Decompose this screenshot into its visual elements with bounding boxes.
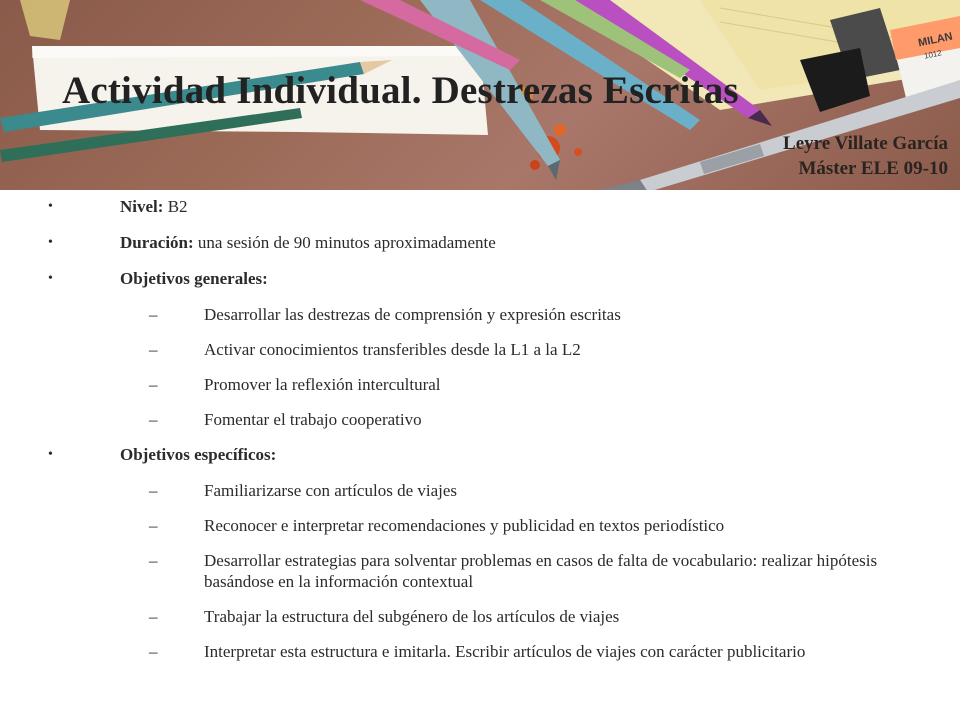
list-item xyxy=(0,374,960,395)
bullet-mark: • xyxy=(48,199,53,214)
especificos-item-text: Desarrollar estrategias para solventar problemas en casos de falta de vocabulario: realizar hipótesis basándose en la información contextual xyxy=(204,551,878,591)
dash-mark: – xyxy=(149,551,158,570)
especificos-item-text: Familiarizarse con artículos de viajes xyxy=(204,481,458,500)
generales-item-text: Desarrollar las destrezas de comprensión y expresión escritas xyxy=(204,305,621,324)
list-item xyxy=(0,606,960,627)
dash-mark: – xyxy=(149,340,158,359)
generales-item-text: Promover la reflexión intercultural xyxy=(204,375,441,394)
author-block xyxy=(783,131,948,181)
dash-mark: – xyxy=(149,481,158,500)
dash-mark: – xyxy=(149,305,158,324)
dash-mark: – xyxy=(149,642,158,661)
list-item xyxy=(0,339,960,360)
list-item xyxy=(0,480,960,501)
nivel-label: Nivel: xyxy=(120,197,164,216)
especificos-item-text: Reconocer e interpretar recomendaciones y publicidad en textos periodístico xyxy=(204,516,725,535)
especificos-item-text: Interpretar esta estructura e imitarla. Escribir artículos de viajes con carácter publicitario xyxy=(204,642,806,661)
list-item xyxy=(0,550,960,592)
eraser-brand-text: MILAN xyxy=(917,30,954,50)
page-title: Actividad Individual. Destrezas Escritas xyxy=(62,69,739,112)
bullet-mark: • xyxy=(48,447,53,462)
bullet-mark: • xyxy=(48,235,53,250)
author-name: Leyre Villate García xyxy=(783,133,948,154)
bullet-duracion xyxy=(0,232,960,253)
dash-mark: – xyxy=(149,607,158,626)
bullet-objetivos-especificos xyxy=(0,444,960,465)
course-name: Máster ELE 09-10 xyxy=(798,158,948,179)
generales-item-text: Fomentar el trabajo cooperativo xyxy=(204,410,422,429)
content-list xyxy=(0,196,960,676)
eraser-code-text: 1012 xyxy=(923,48,943,61)
list-item xyxy=(0,304,960,325)
nivel-value: B2 xyxy=(163,197,188,216)
generales-item-text: Activar conocimientos transferibles desde la L1 a la L2 xyxy=(204,340,581,359)
dash-mark: – xyxy=(149,375,158,394)
duracion-value: una sesión de 90 minutos aproximadamente xyxy=(193,233,496,252)
especificos-item-text: Trabajar la estructura del subgénero de los artículos de viajes xyxy=(204,607,620,626)
dash-mark: – xyxy=(149,516,158,535)
list-item xyxy=(0,515,960,536)
bullet-nivel xyxy=(0,196,960,217)
dash-mark: – xyxy=(149,410,158,429)
especificos-label: Objetivos específicos: xyxy=(120,445,277,464)
list-item xyxy=(0,641,960,662)
header-banner xyxy=(0,0,960,190)
generales-label: Objetivos generales: xyxy=(120,269,268,288)
bullet-mark: • xyxy=(48,271,53,286)
bullet-objetivos-generales xyxy=(0,268,960,289)
list-item xyxy=(0,409,960,430)
duracion-label: Duración: xyxy=(120,233,194,252)
